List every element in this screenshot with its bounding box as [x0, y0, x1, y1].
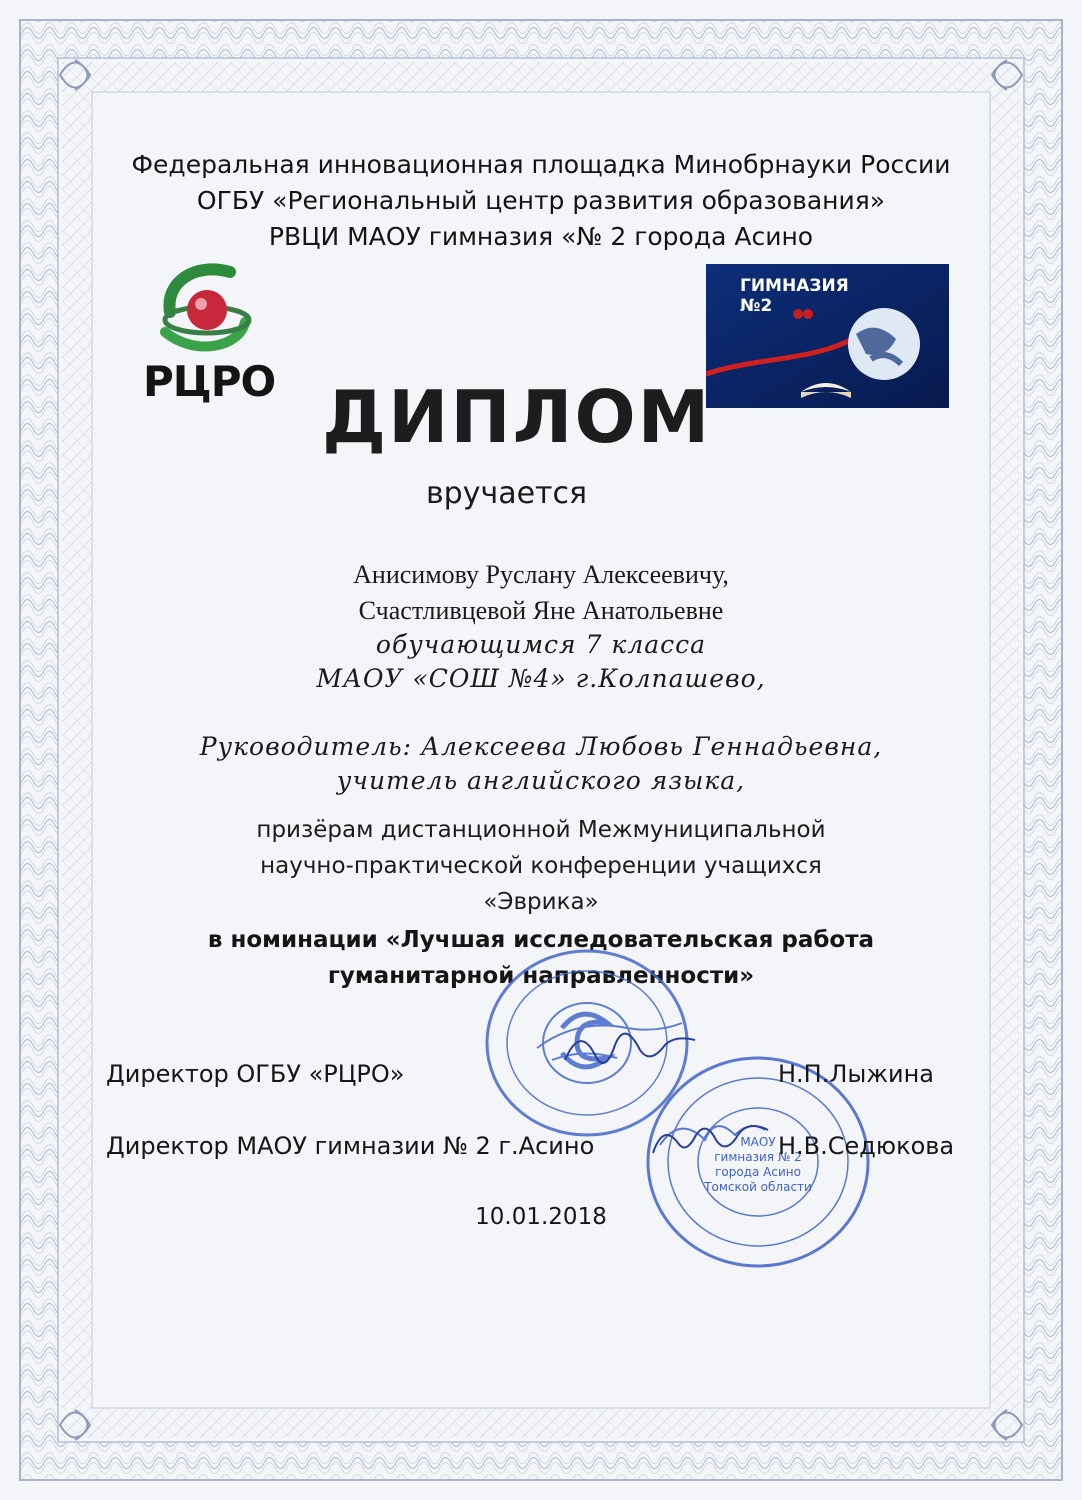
signature-scribble-2 — [648, 1118, 788, 1168]
gymnasium-logo-number: №2 — [740, 296, 773, 316]
diploma-date: 10.01.2018 — [475, 1204, 607, 1230]
rcro-logo — [135, 262, 285, 412]
supervisor-line-1: Руководитель: Алексеева Любовь Геннадьевна, — [199, 732, 883, 761]
rcro-logo-text: РЦРО — [143, 357, 276, 406]
recipient-line-1: Анисимову Руслану Алексеевичу, — [353, 560, 729, 589]
header-line-1: Федеральная инновационная площадка Минобрнауки России — [131, 150, 951, 179]
nomination-line-2: гуманитарной направленности» — [327, 963, 755, 989]
diploma-title: ДИПЛОМ — [322, 375, 712, 459]
gymnasium-logo — [706, 264, 949, 408]
supervisor-line-2: учитель английского языка, — [336, 766, 746, 795]
signature-name-1: Н.П.Лыжина — [778, 1060, 934, 1088]
recipient-line-2: Счастливцевой Яне Анатольевне — [358, 596, 724, 625]
header-line-3: РВЦИ МАОУ гимназия «№ 2 города Асино — [268, 222, 814, 251]
signature-role-1: Директор ОГБУ «РЦРО» — [106, 1060, 405, 1088]
recipient-line-3: обучающимся 7 класса — [375, 630, 707, 659]
gymnasium-logo-text — [740, 276, 849, 316]
signature-scribble-1 — [560, 1020, 700, 1080]
award-line-3: «Эврика» — [483, 889, 599, 915]
stamp-text-4: Томской области — [704, 1180, 812, 1194]
diploma-subtitle: вручается — [426, 476, 588, 511]
stamp-text-3: города Асино — [715, 1165, 801, 1179]
nomination-line-1: в номинации «Лучшая исследовательская работа — [207, 927, 875, 953]
rcro-emblem-icon — [135, 262, 285, 362]
header-line-2: ОГБУ «Региональный центр развития образования» — [196, 186, 886, 215]
award-line-2: научно-практической конференции учащихся — [260, 853, 822, 879]
signature-name-2: Н.В.Седюкова — [778, 1132, 955, 1160]
gymnasium-logo-title: ГИМНАЗИЯ — [740, 276, 849, 296]
award-line-1: призёрам дистанционной Межмуниципальной — [256, 817, 826, 843]
signature-role-2: Директор МАОУ гимназии № 2 г.Асино — [106, 1132, 595, 1160]
stamp-text-2: гимназия № 2 — [714, 1150, 802, 1164]
recipient-line-4: МАОУ «СОШ №4» г.Колпашево, — [316, 664, 766, 693]
stamp-text-1: МАОУ — [740, 1135, 776, 1149]
